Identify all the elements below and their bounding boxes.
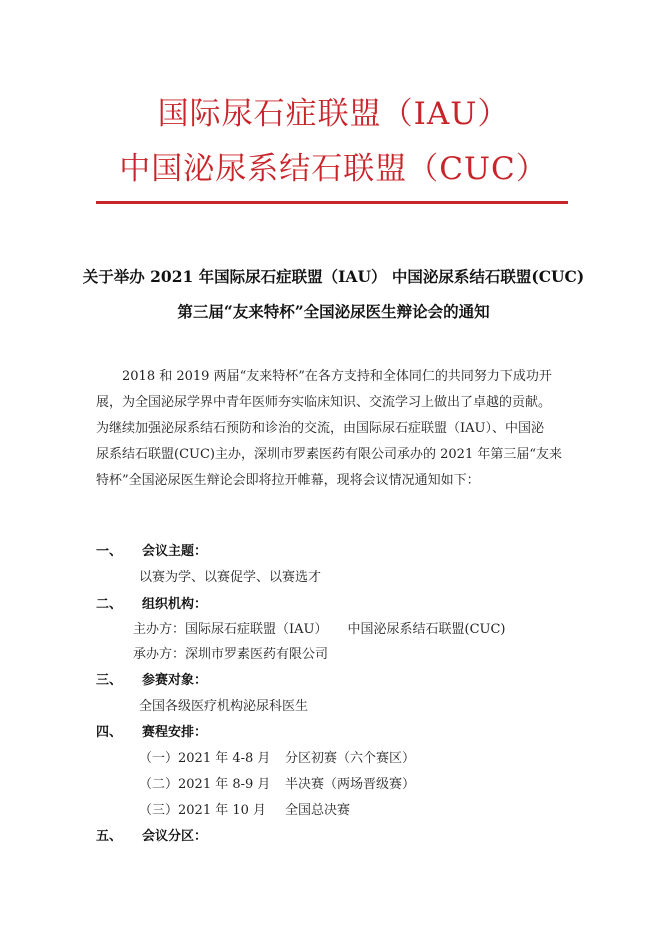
section-4-heading bbox=[96, 721, 207, 740]
host-iau: 国际尿石症联盟（IAU） bbox=[185, 622, 328, 637]
organizer-line bbox=[133, 643, 328, 662]
intro-line: 特杯”全国泌尿医生辩论会即将拉开帷幕，现将会议情况通知如下： bbox=[96, 473, 480, 488]
section-title: 会议分区： bbox=[142, 829, 208, 844]
schedule-period: （三）2021 年 10 月 bbox=[139, 803, 267, 818]
section-number: 二、 bbox=[96, 597, 123, 612]
section-title: 参赛对象： bbox=[142, 673, 208, 688]
schedule-stage: 全国总决赛 bbox=[285, 803, 351, 818]
section-title: 会议主题： bbox=[142, 544, 208, 559]
section-2-heading bbox=[96, 593, 207, 612]
section-number: 五、 bbox=[96, 829, 123, 844]
section-number: 三、 bbox=[96, 673, 123, 688]
schedule-item bbox=[139, 799, 350, 818]
notice-title-line-1: 关于举办 2021 年国际尿石症联盟（IAU） 中国泌尿系结石联盟(CUC) bbox=[82, 267, 585, 286]
header-iau: 国际尿石症联盟（IAU） bbox=[157, 96, 510, 132]
intro-line: 尿系结石联盟(CUC)主办，深圳市罗素医药有限公司承办的 2021 年第三届“友来 bbox=[96, 447, 562, 462]
schedule-period: （一）2021 年 4-8 月 bbox=[139, 751, 271, 766]
intro-paragraph bbox=[96, 364, 572, 494]
host-cuc: 中国泌尿系结石联盟(CUC) bbox=[347, 622, 506, 637]
header-cuc: 中国泌尿系结石联盟（CUC） bbox=[119, 151, 548, 187]
schedule-period: （二）2021 年 8-9 月 bbox=[139, 777, 271, 792]
section-3-heading bbox=[96, 669, 207, 688]
schedule-item bbox=[139, 747, 415, 766]
section-5-heading bbox=[96, 825, 207, 844]
host-label: 主办方： bbox=[133, 622, 186, 637]
intro-line: 展，为全国泌尿学界中青年医师夯实临床知识、交流学习上做出了卓越的贡献。 bbox=[96, 395, 552, 410]
schedule-item bbox=[139, 773, 415, 792]
intro-line: 为继续加强泌尿系结石预防和诊治的交流，由国际尿石症联盟（IAU）、中国泌 bbox=[96, 421, 544, 436]
schedule-stage: 分区初赛（六个赛区） bbox=[285, 751, 416, 766]
section-title: 组织机构： bbox=[142, 597, 208, 612]
header-divider bbox=[96, 201, 568, 204]
section-number: 一、 bbox=[96, 544, 123, 559]
intro-line: 2018 和 2019 两届“友来特杯”在各方支持和全体同仁的共同努力下成功开 bbox=[122, 369, 552, 384]
schedule-stage: 半决赛（两场晋级赛） bbox=[285, 777, 416, 792]
section-1-text: 以赛为学、以赛促学、以赛选才 bbox=[139, 570, 322, 585]
notice-title-line-2: 第三届“友来特杯”全国泌尿医生辩论会的通知 bbox=[177, 302, 490, 321]
section-number: 四、 bbox=[96, 725, 123, 740]
organizer-label: 承办方： bbox=[133, 647, 186, 662]
section-title: 赛程安排： bbox=[142, 725, 208, 740]
organizer-name: 深圳市罗素医药有限公司 bbox=[185, 647, 329, 662]
section-1-heading bbox=[96, 540, 207, 559]
host-line bbox=[133, 618, 506, 637]
section-3-text: 全国各级医疗机构泌尿科医生 bbox=[139, 699, 309, 714]
